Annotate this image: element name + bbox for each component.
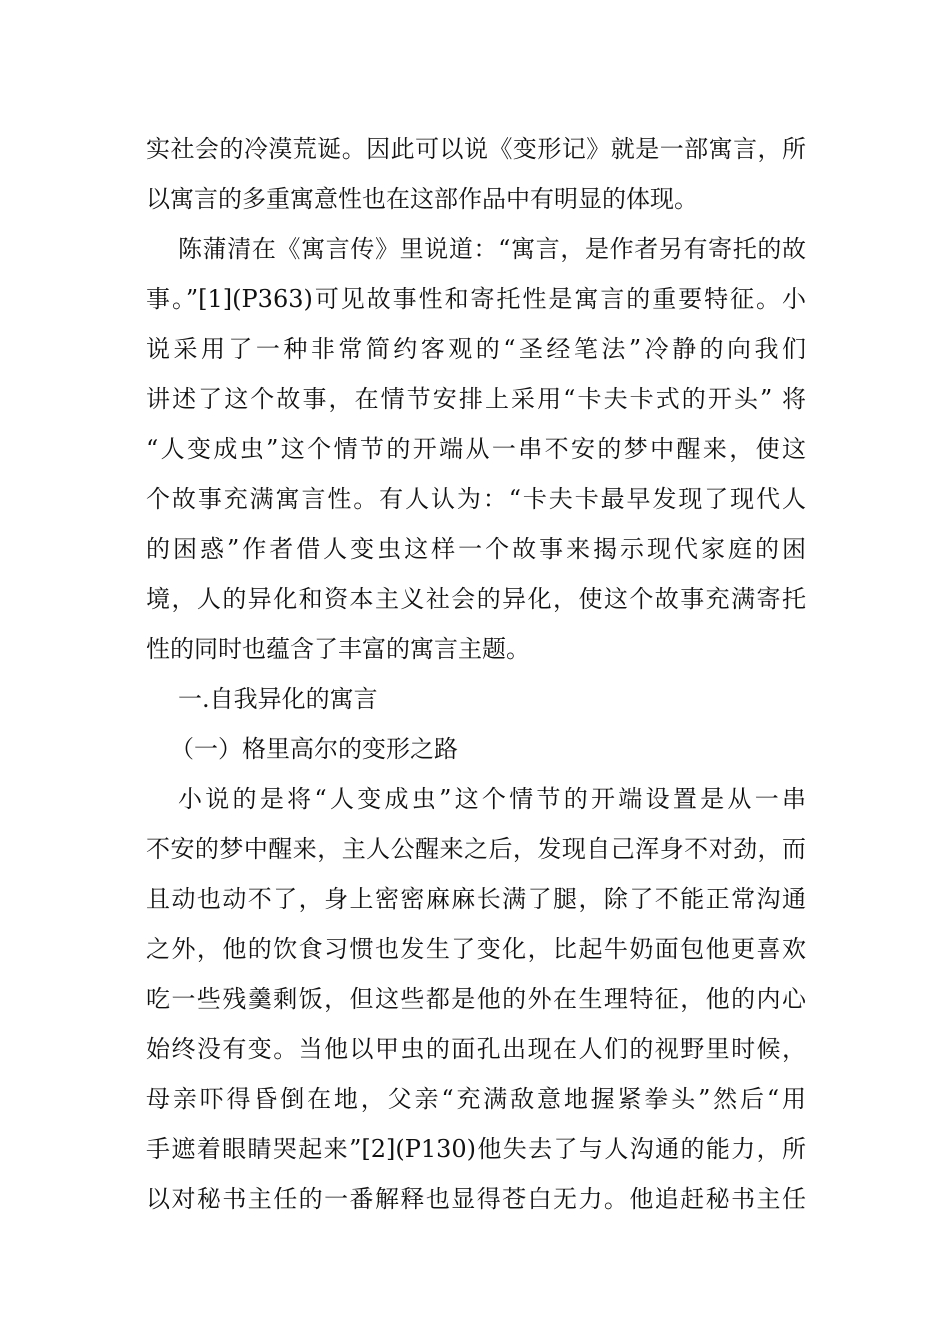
text-line: 之外，他的饮食习惯也发生了变化，比起牛奶面包他更喜欢 <box>146 935 806 963</box>
text-line: 吃一些残羹剩饭，但这些都是他的外在生理特征，他的内心 <box>146 985 806 1013</box>
text-line: 不安的梦中醒来，主人公醒来之后，发现自己浑身不对劲，而 <box>146 835 806 863</box>
text-line: “人变成虫”这个情节的开端从一串不安的梦中醒来，使这 <box>146 435 806 463</box>
text-line: 始终没有变。当他以甲虫的面孔出现在人们的视野里时候， <box>146 1035 806 1063</box>
text-line: 性的同时也蕴含了丰富的寓言主题。 <box>146 635 530 663</box>
text-line: 说采用了一种非常简约客观的“圣经笔法”冷静的向我们 <box>146 335 806 363</box>
text-line: 且动也动不了，身上密密麻麻长满了腿，除了不能正常沟通 <box>146 885 806 913</box>
text-line: 事。”[1](P363)可见故事性和寄托性是寓言的重要特征。小 <box>146 285 806 313</box>
subsection-heading: （一）格里高尔的变形之路 <box>170 735 458 763</box>
text-line: 的困惑”作者借人变虫这样一个故事来揭示现代家庭的困 <box>146 535 806 563</box>
text-line: 以对秘书主任的一番解释也显得苍白无力。他追赶秘书主任 <box>146 1185 806 1213</box>
text-line: 手遮着眼睛哭起来”[2](P130)他失去了与人沟通的能力，所 <box>146 1135 806 1163</box>
text-line: 小说的是将“人变成虫”这个情节的开端设置是从一串 <box>178 785 806 813</box>
text-line: 母亲吓得昏倒在地，父亲“充满敌意地握紧拳头”然后“用 <box>146 1085 806 1113</box>
text-line: 实社会的冷漠荒诞。因此可以说《变形记》就是一部寓言，所 <box>146 135 806 163</box>
text-line: 讲述了这个故事，在情节安排上采用“卡夫卡式的开头” 将 <box>146 385 806 413</box>
text-line: 陈蒲清在《寓言传》里说道：“寓言，是作者另有寄托的故 <box>178 235 806 263</box>
text-line: 境，人的异化和资本主义社会的异化，使这个故事充满寄托 <box>146 585 806 613</box>
text-line: 个故事充满寓言性。有人认为：“卡夫卡最早发现了现代人 <box>146 485 806 513</box>
text-line: 以寓言的多重寓意性也在这部作品中有明显的体现。 <box>146 185 698 213</box>
section-heading: 一.自我异化的寓言 <box>178 685 378 713</box>
